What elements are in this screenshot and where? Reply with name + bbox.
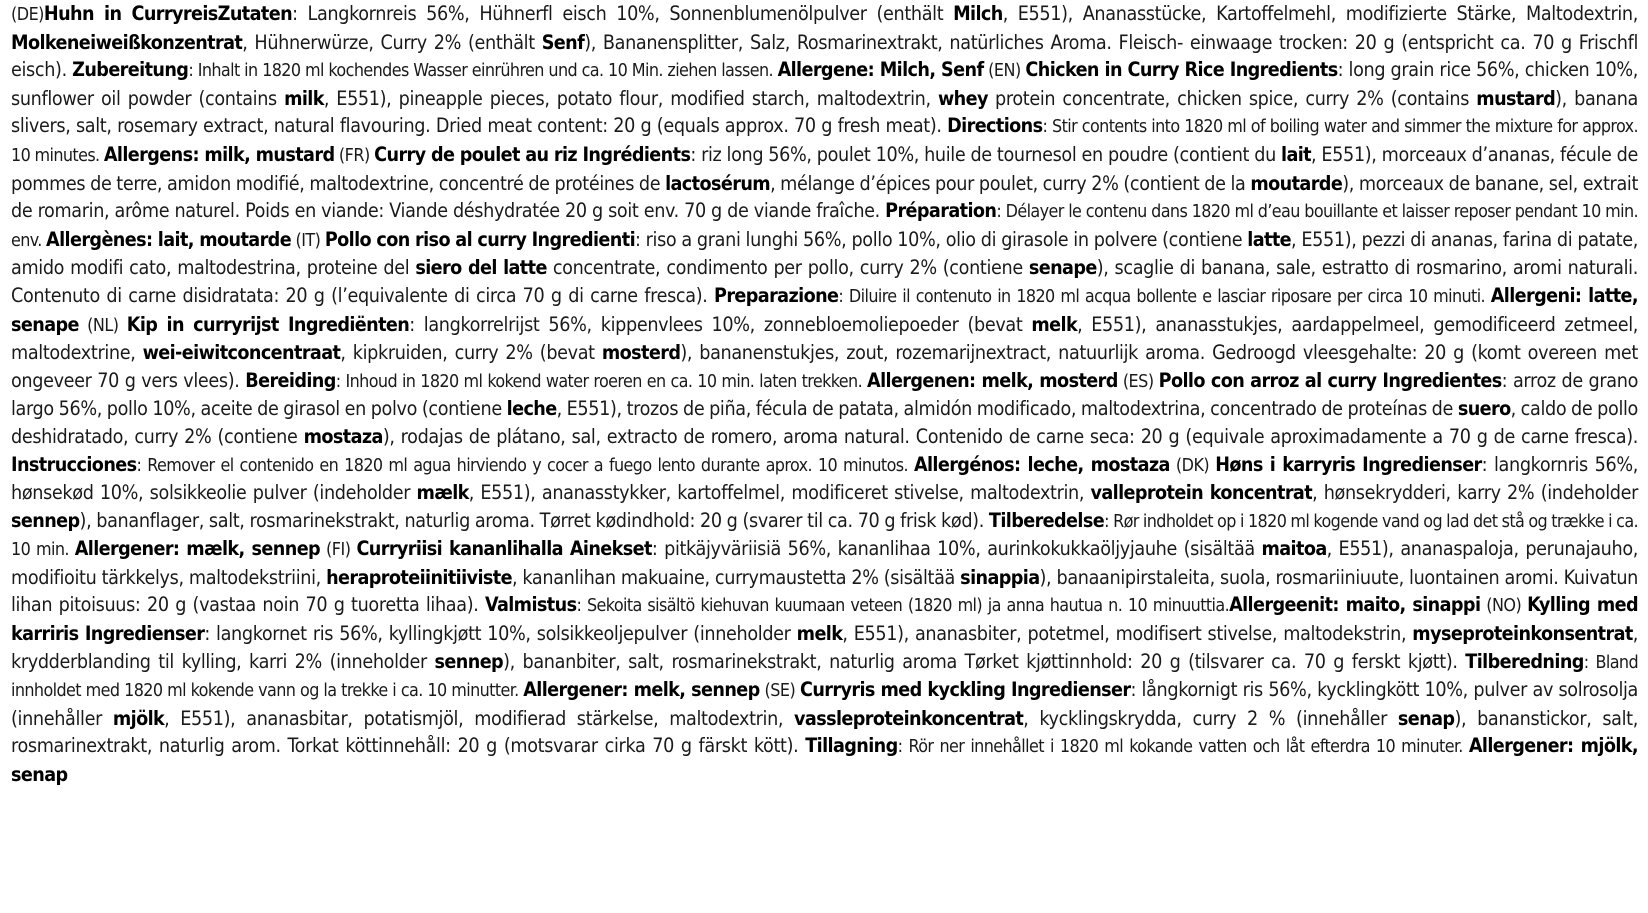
directions-text: : Délayer le contenu dans 1820 ml d’eau bouillante et laisser reposer pendant 10 min. env.	[11, 201, 1638, 251]
allergen-highlight: mosterd	[601, 341, 681, 365]
product-name: Høns i karryris Ingredienser	[1215, 452, 1482, 476]
product-name: Kylling med karriris Ingredienser	[11, 593, 1638, 646]
ingredients-text: : Langkornreis 56%, Hühnerfl eisch 10%, Sonnenblumenölpulver (enthält	[292, 2, 954, 25]
allergen-highlight: milk	[284, 86, 324, 110]
directions-label: Instrucciones	[11, 452, 137, 476]
ingredients-text: , E551), ananasbitar, potatismjöl, modifierad stärkelse, maltodextrin,	[164, 706, 795, 730]
allergen-highlight: heraproteiinitiiviste	[326, 565, 512, 589]
allergens-statement: Allergènes: lait, moutarde	[46, 227, 292, 251]
ingredients-text: : langkornet ris 56%, kyllingkjøtt 10%, solsikkeoljepulver (inneholder	[204, 622, 797, 646]
product-name: Curry de poulet au riz Ingrédients	[374, 142, 691, 166]
ingredients-text: : riz long 56%, poulet 10%, huile de tournesol en poudre (contient du	[690, 142, 1282, 166]
ingredients-text: protein concentrate, chicken spice, curry 2% (contains	[987, 86, 1477, 110]
allergen-highlight: sinappia	[960, 565, 1040, 589]
allergen-highlight: lait	[1281, 142, 1312, 166]
directions-text: : Diluire il contenuto in 1820 ml acqua bollente e lasciar riposare per circa 10 minuti.	[838, 285, 1491, 307]
directions-label: Préparation	[885, 199, 997, 223]
allergen-highlight: latte	[1247, 227, 1292, 251]
allergens-statement: Allergens: milk, mustard	[103, 142, 335, 166]
allergen-highlight: mostaza	[303, 424, 383, 448]
ingredients-text: ), bananstickor, salt, rosmarinextrakt, naturlig arom. Torkat köttinnehåll: 20 g (motsvarar cirka 70 g färskt kött).	[11, 706, 1638, 758]
ingredients-text: : riso a grani lunghi 56%, pollo 10%, olio di girasole in polvere (contiene	[635, 227, 1248, 251]
ingredients-text: , kipkruiden, curry 2% (bevat	[340, 341, 602, 365]
directions-text: : Bland innholdet med 1820 ml kokende vann og la trekke i ca. 10 minutter.	[11, 651, 1638, 702]
ingredients-text: , kananlihan makuaine, currymaustetta 2% (sisältää	[511, 565, 961, 589]
directions-text: : Rør indholdet op i 1820 ml kogende vand og lad det stå og trække i ca. 10 min.	[11, 510, 1639, 561]
ingredients-text: : langkornris 56%, hønsekød 10%, solsikkeolie pulver (indeholder	[11, 452, 1638, 505]
allergen-highlight: leche	[506, 397, 557, 421]
allergen-highlight: melk	[1031, 312, 1078, 336]
ingredients-label: Zutaten	[217, 2, 293, 25]
allergen-highlight: mustard	[1476, 86, 1556, 110]
allergen-highlight: whey	[937, 86, 988, 110]
directions-text: : Inhoud in 1820 ml kokend water roeren en ca. 10 min. laten trekken.	[335, 370, 868, 392]
language-code: (FR)	[334, 144, 375, 166]
ingredients-text: ), bananbiter, salt, rosmarinekstrakt, naturlig aroma Tørket kjøttinnhold: 20 g (tilsvarer ca. 70 g ferskt kjøtt).	[503, 649, 1466, 673]
directions-label: Directions	[947, 114, 1043, 138]
directions-text: : Sekoita sisältö kiehuvan kuumaan veteen (1820 ml) ja anna hautua n. 10 minuuttia.	[576, 595, 1230, 617]
allergens-statement: Allergénos: leche, mostaza	[913, 452, 1170, 476]
allergen-highlight: senap	[1397, 706, 1455, 730]
ingredients-text: , kycklingskrydda, curry 2 % (innehåller	[1023, 706, 1398, 730]
allergen-highlight: sennep	[434, 649, 504, 673]
ingredients-text: , E551), Ananasstücke, Kartoffelmehl, modifizierte Stärke, Maltodextrin,	[1002, 2, 1638, 25]
ingredients-text: , Hühnerwürze, Curry 2% (enthält	[242, 30, 542, 54]
ingredients-text: concentrate, condimento per pollo, curry 2% (contiene	[546, 256, 1029, 280]
language-code: (NO)	[1480, 595, 1528, 617]
allergen-highlight: vassleproteinkoncentrat	[794, 706, 1024, 730]
ingredients-text: , E551), pineapple pieces, potato flour, modified starch, maltodextrin,	[323, 86, 938, 110]
allergens-statement: Allergeenit: maito, sinappi	[1229, 593, 1481, 617]
product-name: Curryriisi kananlihalla Ainekset	[356, 537, 652, 561]
allergen-highlight: mjölk	[112, 706, 165, 730]
language-code: (IT)	[291, 229, 325, 251]
product-name: Huhn in Curryreis	[43, 2, 218, 25]
allergen-highlight: wei-eiwitconcentraat	[142, 341, 341, 365]
product-name: Chicken in Curry Rice Ingredients	[1025, 58, 1338, 82]
allergen-highlight: Milch	[953, 2, 1003, 25]
language-code: (SE)	[759, 680, 800, 702]
allergen-highlight: melk	[796, 622, 843, 646]
allergens-statement: Allergener: mjölk, senap	[11, 734, 1638, 787]
language-code: (FI)	[320, 539, 357, 561]
allergens-statement: Allergenen: melk, mosterd	[867, 368, 1118, 392]
ingredients-text: ), banana slivers, salt, rosemary extract, natural flavouring. Dried meat content: 20 g (equals approx. 70 g fresh meat).	[11, 86, 1638, 138]
ingredients-text: ), Bananensplitter, Salz, Rosmarinextrakt, natürliches Aroma. Fleisch- einwaage trocken: 20 g (entspricht ca. 70 g Frischfl eisch).	[11, 30, 1638, 82]
allergen-highlight: sennep	[11, 508, 80, 532]
allergen-highlight: valleprotein koncentrat	[1090, 481, 1313, 505]
ingredients-text: , E551), ananasstukjes, aardappelmeel, gemodificeerd zetmeel, maltodextrine,	[11, 312, 1638, 365]
allergen-highlight: mælk	[416, 481, 469, 505]
allergen-highlight: lactosérum	[665, 171, 771, 195]
directions-label: Tilberedning	[1465, 649, 1584, 673]
directions-label: Bereiding	[245, 368, 336, 392]
allergens-statement: Allergener: melk, sennep	[523, 678, 760, 702]
allergens-statement: Allergener: mælk, sennep	[74, 537, 321, 561]
ingredients-text: , caldo de pollo deshidratado, curry 2% (contiene	[11, 397, 1638, 448]
language-code: (DK)	[1169, 454, 1216, 476]
directions-label: Tillagning	[805, 734, 898, 758]
ingredients-text: ), bananflager, salt, rosmarinekstrakt, naturlig aroma. Tørret kødindhold: 20 g (svarer til ca. 70 g frisk kød).	[79, 508, 989, 532]
allergens-statement: Allergeni: latte, senape	[11, 283, 1638, 336]
ingredients-text: , E551), trozos de piña, fécula de patata, almidón modificado, maltodextrina, concentrado de proteínas de	[556, 397, 1458, 421]
ingredients-text: , E551), ananasstykker, kartoffelmel, modificeret stivelse, maltodextrin,	[468, 481, 1091, 505]
directions-text: : Stir contents into 1820 ml of boiling water and simmer the mixture for approx. 10 minutes.	[11, 116, 1638, 166]
directions-text: : Inhalt in 1820 ml kochendes Wasser einrühren und ca. 10 Min. ziehen lassen.	[188, 60, 778, 82]
ingredients-text: , E551), ananaspaloja, perunajauho, modifioitu tärkkelys, maltodekstriini,	[11, 537, 1638, 589]
directions-text: : Rör ner innehållet i 1820 ml kokande vatten och låt efterdra 10 minuter.	[897, 736, 1469, 758]
allergen-highlight: siero del latte	[415, 256, 547, 280]
allergens-statement: Allergene: Milch, Senf	[777, 58, 984, 82]
ingredients-text: ), banaanipirstaleita, suola, rosmariiniuute, luontainen aromi. Kuivatun lihan pitoisuus: 20 g (vastaa noin 70 g tuoretta lihaa).	[11, 565, 1639, 617]
directions-label: Valmistus	[484, 593, 577, 617]
directions-label: Zubereitung	[72, 58, 189, 82]
product-name: Pollo con riso al curry Ingredienti	[324, 227, 636, 251]
ingredients-text: , E551), morceaux d’ananas, fécule de pommes de terre, amidon modifié, maltodextrine, concentré de protéines de	[11, 142, 1638, 195]
allergen-highlight: senape	[1028, 256, 1097, 280]
language-code: (DE)	[11, 4, 44, 25]
directions-label: Preparazione	[714, 283, 839, 307]
ingredients-text: : langkorrelrijst 56%, kippenvlees 10%, zonnebloemoliepoeder (bevat	[409, 312, 1032, 336]
ingredients-text: , mélange d’épices pour poulet, curry 2% (contient de la	[770, 171, 1251, 195]
ingredients-text: ), bananenstukjes, zout, rozemarijnextract, natuurlijk aroma. Gedroogd vleesgehalte: 20 g (komt overeen met ongeveer 70 g vers vlees).	[11, 341, 1638, 392]
ingredients-text: , hønsekrydderi, karry 2% (indeholder	[1312, 481, 1638, 505]
allergen-highlight: myseproteinkonsentrat	[1412, 622, 1633, 646]
ingredients-text: , E551), ananasbiter, potetmel, modifisert stivelse, maltodekstrin,	[842, 622, 1413, 646]
ingredients-text: : arroz de grano largo 56%, pollo 10%, aceite de girasol en polvo (contiene	[11, 368, 1638, 421]
ingredients-text: ), rodajas de plátano, sal, extracto de romero, aroma natural. Contenido de carne seca: 20 g (equivale aproximadamente a 70 g de carne fresca).	[382, 424, 1638, 448]
product-name: Pollo con arroz al curry Ingredientes	[1158, 368, 1502, 392]
ingredients-text: : long grain rice 56%, chicken 10%, sunflower oil powder (contains	[11, 58, 1639, 110]
ingredients-text: , krydderblanding til kylling, karri 2% (inneholder	[11, 622, 1638, 673]
allergen-highlight: Molkeneiweißkonzentrat	[11, 30, 243, 54]
language-code: (NL)	[78, 314, 127, 336]
product-name: Kip in curryrijst Ingrediënten	[126, 312, 410, 336]
ingredients-text: ), scaglie di banana, sale, estratto di rosmarino, aromi naturali. Contenuto di carne disidratata: 20 g (l’equivalente di circa 70 g di carne fresca).	[11, 256, 1638, 307]
language-code: (ES)	[1117, 370, 1159, 392]
ingredients-text: : pitkäjyväriisiä 56%, kananlihaa 10%, aurinkokukkaöljyjauhe (sisältää	[651, 537, 1262, 561]
directions-label: Tilberedelse	[988, 508, 1105, 532]
allergen-highlight: suero	[1457, 397, 1511, 421]
allergen-highlight: Senf	[541, 30, 585, 54]
ingredients-text: , E551), pezzi di ananas, farina di patate, amido modifi cato, maltodestrina, proteine del	[11, 227, 1638, 280]
language-code: (EN)	[983, 60, 1026, 82]
allergen-highlight: moutarde	[1250, 171, 1343, 195]
directions-text: : Remover el contenido en 1820 ml agua hirviendo y cocer a fuego lento durante aprox. 10 minutos.	[136, 454, 914, 476]
allergen-highlight: maitoa	[1261, 537, 1327, 561]
ingredients-text: ), morceaux de banane, sel, extrait de romarin, arôme naturel. Poids en viande: Viande déshydratée 20 g soit env. 70 g de viande fraîche.	[11, 171, 1639, 223]
ingredients-text: : långkornigt ris 56%, kycklingkött 10%, pulver av solrosolja (innehåller	[11, 678, 1638, 730]
product-name: Curryris med kyckling Ingredienser	[800, 678, 1131, 702]
